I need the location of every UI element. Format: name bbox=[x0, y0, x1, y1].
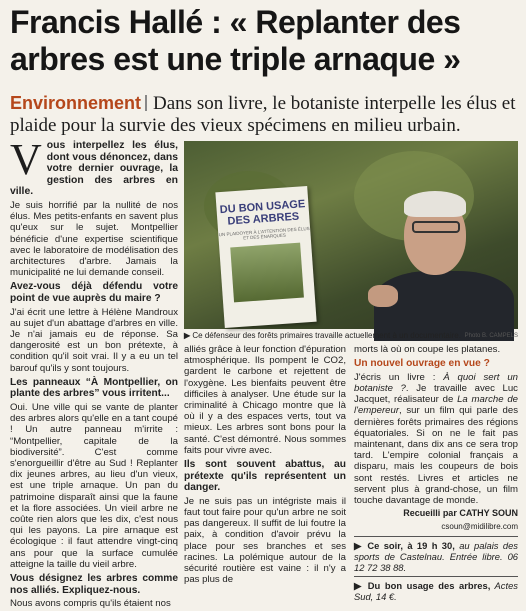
answer-paragraph: J'ai écrit une lettre à Hélène Mandroux au sujet d'un abattage d'arbres en ville. Je n'ai jamais eu de réponse. Sa dangerosité est un bon prétexte, à condition qu'il soit vrai. Il y a eu un tel barouf qu'ils y sont toujours. bbox=[10, 306, 178, 374]
section-label: Environnement bbox=[10, 93, 142, 113]
divider bbox=[354, 576, 518, 577]
portrait-hand bbox=[368, 285, 398, 307]
question-heading: Les panneaux “À Montpellier, on plante des arbres” vous irritent... bbox=[10, 376, 178, 400]
answer-paragraph: alliés grâce à leur fonction d'épuration atmosphérique. Ils pompent le CO2, gardent le carbone et rejettent de l'oxygène. Les bienfaits peuvent être difficiles à analyser. Une étude sur la criminalité à Chicago montre que là où il y a des espaces verts, tout va mieux. Les arbres sont bons pour la santé. C'est démontré. Nous sommes faits pour vivre avec. bbox=[184, 344, 346, 456]
portrait-figure bbox=[374, 181, 514, 331]
article-photo bbox=[184, 141, 518, 329]
byline: Recueilli par CATHY SOUN bbox=[403, 508, 518, 519]
book-subtitle: UN PLAIDOYER À L'ATTENTION DES ÉLUS ET DES ÉNARQUES bbox=[218, 225, 310, 241]
answer-paragraph: Oui. Une ville qui se vante de planter des arbres alors qu'elle en a tant coupé ! Un autre panneau m'irrite : “Montpellier, capitale de la biodiversité”. C'est comme s'enorgueillir d'être au Sud ! Replanter dix jeunes arbres, au lieu d'un vieux, est une triple arnaque. Un pan du patrimoine disparaît ainsi que la faune et la flore associées. Un vieil arbre ne coûte rien alors que les dix, c'est nous qui les payons. La pire arnaque est écologique : il faut attendre vingt-cinq ans pour que la surface cumulée atteigne la taille du vieil arbre. bbox=[10, 401, 178, 570]
section-divider bbox=[145, 95, 147, 111]
answer-paragraph: Nous avons compris qu'ils étaient nos bbox=[10, 598, 171, 610]
article-column-3 bbox=[354, 344, 518, 604]
answer-text: J'écris un livre : bbox=[354, 371, 444, 383]
book-title-italic: À quoi sert un botaniste ? bbox=[354, 371, 518, 394]
event-info-label: Ce soir, à 19 h 30, bbox=[367, 539, 455, 551]
answer-paragraph: Je suis horrifié par la nullité de nos élus. Mes petits-enfants en savent plus qu'eux sur le sujet. Montpellier bénéficie d'une expertise scientifique avec le laboratoire de modélisation des architectures d'arbre. Jamais la municipalité ne lui demande conseil. bbox=[10, 199, 178, 279]
standfirst bbox=[10, 92, 518, 137]
caption-arrow-icon: ▶ bbox=[184, 331, 191, 340]
info-arrow-icon: ▶ bbox=[354, 539, 368, 551]
article-column-1 bbox=[10, 135, 178, 611]
question-heading: Un nouvel ouvrage en vue ? bbox=[354, 358, 490, 370]
answer-paragraph: morts là où on coupe les platanes. bbox=[354, 344, 501, 355]
book-cover-image bbox=[230, 243, 304, 303]
answer-paragraph bbox=[354, 372, 518, 506]
answer-text: , sur un film qui parle des dernières forêts primaires des régions équatoriales. Si on ne le fait pas maintenant, dans dix ans ce sera trop tard. L'empire colonial français a disparu, mais les coupeurs de bois sont restés. Livres et articles ne servent plus à grand-chose, un film touche davantage de monde. bbox=[354, 405, 518, 507]
book-info bbox=[354, 580, 518, 602]
answer-paragraph: Je ne suis pas un intégriste mais il faut tout faire pour qu'un arbre ne soit pas dangereux. Il suffit de lui foutre la paix, à condition d'avoir prévu la place pour ses branches et ses racines. La polémique autour de la sécurité routière est vaine : il n'y a pas plus de bbox=[184, 495, 346, 586]
photo-credit: Photo B. CAMPELS bbox=[464, 333, 518, 339]
intro-question: ous interpellez les élus, dont vous dénoncez, dans votre dernier ouvrage, la gestion des arbres en ville. bbox=[10, 140, 178, 198]
photo-caption bbox=[184, 331, 518, 341]
event-info bbox=[354, 540, 518, 573]
question-heading: Avez-vous déjà défendu votre point de vue auprès du maire ? bbox=[10, 281, 178, 304]
byline-email: csoun@midilibre.com bbox=[441, 522, 518, 532]
book-title: DU BON USAGE DES ARBRES bbox=[219, 198, 306, 228]
portrait-hair bbox=[404, 191, 466, 217]
answer-text: . Je travaille avec Luc Jacquet, réalisateur de bbox=[354, 383, 518, 406]
event-info-text: au palais des sports de Castelnau. Entrée libre. 06 12 72 38 88. bbox=[354, 539, 518, 573]
question-heading: Ils sont souvent abattus, au prétexte qu'ils représentent un danger. bbox=[184, 459, 346, 494]
caption-text: Ce défenseur des forêts primaires travaille actuellement à un documentaire. bbox=[192, 331, 461, 340]
portrait-glasses bbox=[412, 221, 460, 233]
book-info-text: Actes Sud, 14 €. bbox=[354, 579, 518, 602]
dropcap: V bbox=[10, 135, 42, 184]
divider bbox=[354, 536, 518, 537]
book-info-label: Du bon usage des arbres, bbox=[367, 579, 491, 591]
film-title-italic: La marche de l'empereur bbox=[354, 394, 518, 417]
book-cover bbox=[215, 186, 316, 328]
question-heading: Vous désignez les arbres comme nos alliés. Expliquez-nous. bbox=[10, 573, 178, 596]
standfirst-text: Dans son livre, le botaniste interpelle les élus et plaide pour la survie des vieux spécimens en milieu urbain. bbox=[10, 93, 516, 136]
article-column-2 bbox=[184, 344, 346, 587]
intro-paragraph bbox=[10, 135, 178, 198]
info-arrow-icon: ▶ bbox=[354, 579, 368, 591]
headline: Francis Hallé : « Replanter des arbres est une triple arnaque » bbox=[10, 4, 461, 77]
